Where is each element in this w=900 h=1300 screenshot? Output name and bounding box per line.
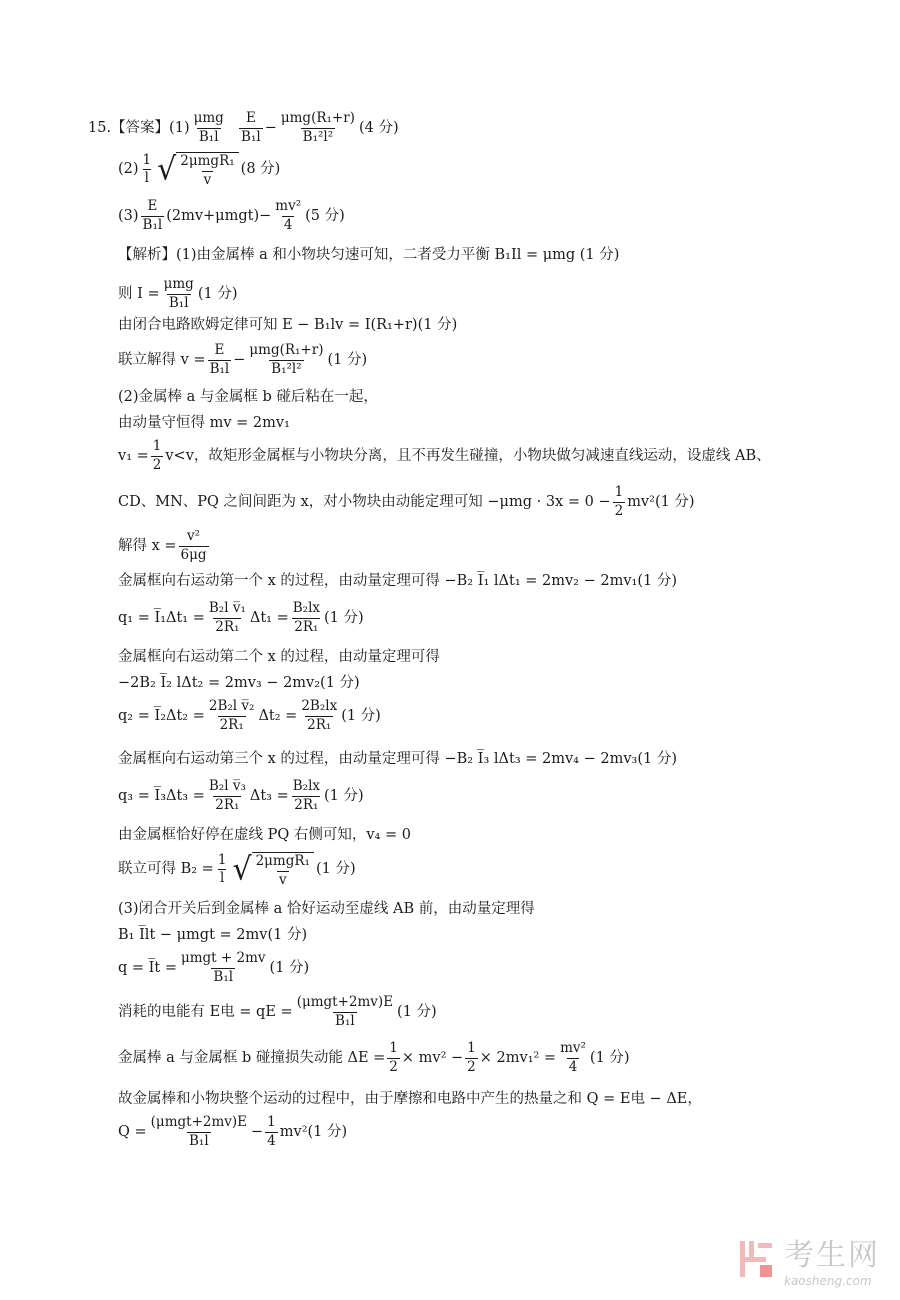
analysis-line-2: 则 I = $\frac{\text{μmg}}{\text{B₁l}}$ (1 分): [118, 276, 238, 311]
fraction: $\frac{\text{B₂l v̅₁}}{\text{2R₁}}$: [208, 600, 246, 635]
analysis-line-14: q₂ = I̅₂Δt₂ = $\frac{\text{2B₂l v̅₂}}{\text{2R₁}}$ Δt₂ = $\frac{\text{2B₂lx}}{\text{2R₁}}$ (1 分): [118, 698, 381, 733]
fraction: $\frac{\text{mv²}}{4}$: [560, 1040, 586, 1075]
analysis-line-9: 解得 x = $\frac{\text{v²}}{6\mu g}$: [118, 528, 207, 563]
analysis-line-13: −2B₂ I̅₂ lΔt₂ = 2mv₃ − 2mv₂(1 分): [118, 675, 360, 691]
fraction: $\frac{1}{l}$: [217, 851, 227, 886]
fraction: $\frac{\text{μmg(R₁+r)}}{\text{B₁²l²}}$: [280, 110, 355, 145]
analysis-line-1: 【解析】(1)由金属棒 a 和小物块匀速可知，二者受力平衡 B₁Il = μmg (1 分): [118, 247, 620, 263]
analysis-line-4: 联立解得 v = $\frac{E}{\text{B₁l}}$ − $\frac{\text{μmg(R₁+r)}}{\text{B₁²l²}}$ (1 分): [118, 342, 368, 377]
analysis-line-5: (2)金属棒 a 与金属框 b 碰后粘在一起，: [118, 389, 378, 405]
fraction: $\frac{\text{2B₂l v̅₂}}{\text{2R₁}}$: [208, 698, 255, 733]
fraction: $\frac{\text{mv²}}{4}$: [275, 198, 302, 233]
analysis-line-15: 金属框向右运动第三个 x 的过程，由动量定理可得 −B₂ I̅₃ lΔt₃ = 2mv₄ − 2mv₃(1 分): [118, 751, 677, 767]
answer-line-1: 15.【答案】(1) $\frac{\text{μmg}}{\text{B₁l}}$ $\frac{E}{\text{B₁l}}$ − $\frac{\text{μmg(R₁+r)}}{\text{B₁²l²}}$ (4 分): [88, 110, 399, 145]
analysis-line-7: v₁ = $\frac{1}{2}$ v<v，故矩形金属框与小物块分离，且不再发生碰撞，小物块做匀减速直线运动，设虚线 AB、: [118, 438, 771, 473]
analysis-line-21: q = I̅t = $\frac{\text{μmgt + 2mv}}{\text{B₁l}}$ (1 分): [118, 950, 310, 985]
analysis-line-25: Q = $\frac{\text{(μmgt+2mv)E}}{\text{B₁l}}$ − $\frac{1}{4}$ mv²(1 分): [118, 1114, 348, 1149]
fraction: $\frac{\text{μmgt + 2mv}}{\text{B₁l}}$: [180, 950, 266, 985]
watermark: [734, 1230, 880, 1288]
fraction: $\frac{\text{v²}}{6\mu g}$: [180, 528, 207, 563]
square-root: √ $\frac{\text{2μmgR₁}}{v}$: [232, 852, 314, 887]
fraction: $\frac{\text{B₂lx}}{\text{2R₁}}$: [292, 600, 320, 635]
watermark-text: [784, 1230, 880, 1288]
analysis-line-23: 金属棒 a 与金属框 b 碰撞损失动能 ΔE = $\frac{1}{2}$ × mv² − $\frac{1}{2}$ × 2mv₁² = $\frac{\text{mv²}}{4}$ (1 分): [118, 1040, 630, 1075]
fraction: $\frac{\text{μmg}}{\text{B₁l}}$: [163, 276, 194, 311]
fraction: $\frac{1}{2}$: [614, 484, 624, 519]
analysis-line-24: 故金属棒和小物块整个运动的过程中，由于摩擦和电路中产生的热量之和 Q = E电 − ΔE，: [118, 1091, 702, 1107]
fraction: $\frac{E}{\text{B₁l}}$: [241, 110, 261, 145]
answer-line-3: (3) $\frac{E}{\text{B₁l}}$ (2mv+μmgt)− $\frac{\text{mv²}}{4}$ (5 分): [118, 198, 345, 233]
analysis-line-22: 消耗的电能有 E电 = qE = $\frac{\text{(μmgt+2mv)E}}{\text{B₁l}}$ (1 分): [118, 994, 437, 1029]
analysis-line-11: q₁ = I̅₁Δt₁ = $\frac{\text{B₂l v̅₁}}{\text{2R₁}}$ Δt₁ = $\frac{\text{B₂lx}}{\text{2R₁}}$ (1 分): [118, 600, 364, 635]
analysis-line-20: B₁ I̅lt − μmgt = 2mv(1 分): [118, 927, 308, 943]
analysis-line-18: 联立可得 B₂ = $\frac{1}{l}$ √ $\frac{\text{2μmgR₁}}{v}$ (1 分): [118, 850, 356, 888]
fraction: $\frac{E}{\text{B₁l}}$: [142, 198, 163, 233]
fraction: $\frac{\text{2B₂lx}}{\text{2R₁}}$: [301, 698, 338, 733]
fraction: $\frac{\text{(μmgt+2mv)E}}{\text{B₁l}}$: [150, 1114, 248, 1149]
watermark-logo-icon: [734, 1237, 778, 1281]
fraction: $\frac{1}{2}$: [389, 1040, 398, 1075]
fraction: $\frac{\text{μmg(R₁+r)}}{\text{B₁²l²}}$: [249, 342, 324, 377]
analysis-line-3: 由闭合电路欧姆定律可知 E − B₁lv = I(R₁+r)(1 分): [118, 317, 458, 333]
analysis-line-19: (3)闭合开关后到金属棒 a 恰好运动至虚线 AB 前，由动量定理得: [118, 901, 535, 917]
watermark-en: kaosheng.com: [784, 1274, 872, 1288]
fraction: $\frac{1}{2}$: [152, 438, 162, 473]
fraction: $\frac{\text{B₂l v̅₃}}{\text{2R₁}}$: [208, 778, 246, 813]
fraction: $\frac{\text{B₂lx}}{\text{2R₁}}$: [292, 778, 320, 813]
watermark-cn: 考生网: [784, 1238, 880, 1273]
fraction: $\frac{1}{2}$: [467, 1040, 476, 1075]
fraction: $\frac{1}{l}$: [142, 151, 152, 186]
fraction: $\frac{\text{(μmgt+2mv)E}}{\text{B₁l}}$: [296, 994, 394, 1029]
analysis-line-16: q₃ = I̅₃Δt₃ = $\frac{\text{B₂l v̅₃}}{\text{2R₁}}$ Δt₃ = $\frac{\text{B₂lx}}{\text{2R₁}}$ (1 分): [118, 778, 364, 813]
fraction: $\frac{E}{\text{B₁l}}$: [209, 342, 230, 377]
analysis-line-8: CD、MN、PQ 之间间距为 x，对小物块由动能定理可知 −μmg · 3x = 0 − $\frac{1}{2}$ mv²(1 分): [118, 484, 695, 519]
fraction: $\frac{1}{4}$: [267, 1114, 276, 1149]
analysis-line-6: 由动量守恒得 mv = 2mv₁: [118, 415, 290, 431]
fraction: $\frac{\text{μmg}}{\text{B₁l}}$: [193, 110, 224, 145]
analysis-line-17: 由金属框恰好停在虚线 PQ 右侧可知，v₄ = 0: [118, 827, 411, 843]
analysis-line-12: 金属框向右运动第二个 x 的过程，由动量定理可得: [118, 649, 440, 665]
analysis-line-10: 金属框向右运动第一个 x 的过程，由动量定理可得 −B₂ I̅₁ lΔt₁ = 2mv₂ − 2mv₁(1 分): [118, 573, 677, 589]
answer-label: 15.【答案】(1): [88, 119, 190, 136]
square-root: √ $\frac{\text{2μmgR₁}}{v}$: [157, 152, 239, 187]
answer-line-2: (2) $\frac{1}{l}$ √ $\frac{\text{2μmgR₁}}{v}$ (8 分): [118, 150, 281, 188]
